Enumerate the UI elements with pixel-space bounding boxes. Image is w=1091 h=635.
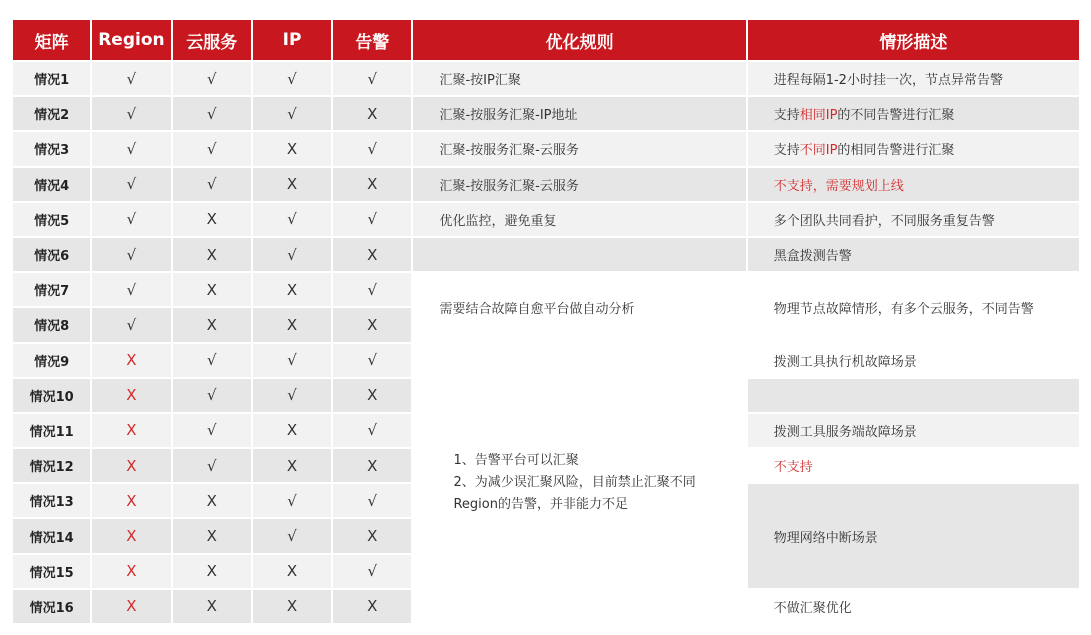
- alert-cell: √: [333, 555, 411, 588]
- row-name: 情况14: [13, 519, 90, 552]
- cloud-service-cell: √: [173, 132, 251, 165]
- region-cell: √: [92, 97, 170, 130]
- description-cell: 不做汇聚优化: [748, 590, 1079, 623]
- description-cell: [748, 97, 1079, 130]
- ip-cell: √: [253, 238, 331, 271]
- alert-cell: X: [333, 238, 411, 271]
- desc-text: 的不同告警进行汇聚: [837, 108, 955, 124]
- desc-text: 支持: [773, 108, 800, 124]
- ip-cell: X: [253, 132, 331, 165]
- header-alert: 告警: [333, 20, 411, 60]
- row-name: 情况16: [13, 590, 90, 623]
- cloud-service-cell: X: [173, 555, 251, 588]
- description-cell: 黑盒拨测告警: [748, 238, 1079, 271]
- description-cell-merged: 物理节点故障情形，有多个云服务，不同告警: [748, 273, 1079, 341]
- cloud-service-cell: √: [173, 414, 251, 447]
- rule-cell: 汇聚-按服务汇聚-云服务: [413, 168, 745, 201]
- cloud-service-cell: √: [173, 97, 251, 130]
- cloud-service-cell: √: [173, 379, 251, 412]
- header-scenario-description: 情形描述: [748, 20, 1079, 60]
- row-name: 情况6: [13, 238, 90, 271]
- row-name: 情况11: [13, 414, 90, 447]
- header-row: [13, 20, 1079, 60]
- description-cell: [748, 132, 1079, 165]
- region-cell: X: [92, 519, 170, 552]
- rule-cell: 汇聚-按IP汇聚: [413, 62, 745, 95]
- alert-cell: X: [333, 97, 411, 130]
- rule-cell-merged: [413, 344, 745, 624]
- row-name: 情况10: [13, 379, 90, 412]
- ip-cell: √: [253, 203, 331, 236]
- description-cell: 多个团队共同看护，不同服务重复告警: [748, 203, 1079, 236]
- rule-cell-merged: 需要结合故障自愈平台做自动分析: [413, 273, 745, 341]
- table-row: [13, 168, 1079, 201]
- rule-line: 2、为减少误汇聚风险，目前禁止汇聚不同: [453, 475, 696, 491]
- alert-cell: X: [333, 168, 411, 201]
- table-row: [13, 238, 1079, 271]
- alert-cell: X: [333, 449, 411, 482]
- row-name: 情况8: [13, 308, 90, 341]
- ip-cell: X: [253, 555, 331, 588]
- region-cell: √: [92, 238, 170, 271]
- ip-cell: √: [253, 379, 331, 412]
- row-name: 情况15: [13, 555, 90, 588]
- alert-cell: X: [333, 379, 411, 412]
- ip-cell: X: [253, 168, 331, 201]
- alert-cell: √: [333, 132, 411, 165]
- region-cell: X: [92, 555, 170, 588]
- rule-line: Region的告警，并非能力不足: [453, 497, 628, 513]
- table-row: [13, 132, 1079, 165]
- cloud-service-cell: X: [173, 238, 251, 271]
- ip-cell: √: [253, 484, 331, 517]
- header-cloud-service: 云服务: [173, 20, 251, 60]
- description-cell: 不支持，需要规划上线: [748, 168, 1079, 201]
- ip-cell: X: [253, 308, 331, 341]
- alert-cell: √: [333, 273, 411, 306]
- table-row: [13, 62, 1079, 95]
- region-cell: X: [92, 484, 170, 517]
- cloud-service-cell: X: [173, 203, 251, 236]
- rule-line: 1、告警平台可以汇聚: [453, 453, 579, 469]
- alert-cell: X: [333, 308, 411, 341]
- cloud-service-cell: √: [173, 344, 251, 377]
- region-cell: X: [92, 344, 170, 377]
- region-cell: √: [92, 132, 170, 165]
- cloud-service-cell: √: [173, 168, 251, 201]
- highlight-text: 不同IP: [799, 143, 838, 159]
- cloud-service-cell: X: [173, 484, 251, 517]
- region-cell: X: [92, 414, 170, 447]
- row-name: 情况3: [13, 132, 90, 165]
- ip-cell: √: [253, 519, 331, 552]
- row-name: 情况4: [13, 168, 90, 201]
- cloud-service-cell: √: [173, 449, 251, 482]
- description-cell: 进程每隔1-2小时挂一次，节点异常告警: [748, 62, 1079, 95]
- ip-cell: √: [253, 62, 331, 95]
- alert-cell: √: [333, 484, 411, 517]
- row-name: 情况12: [13, 449, 90, 482]
- table-row: [13, 203, 1079, 236]
- row-name: 情况2: [13, 97, 90, 130]
- ip-cell: √: [253, 97, 331, 130]
- description-cell-merged: 物理网络中断场景: [748, 484, 1079, 588]
- cloud-service-cell: X: [173, 273, 251, 306]
- ip-cell: X: [253, 590, 331, 623]
- rule-cell: 优化监控，避免重复: [413, 203, 745, 236]
- header-matrix: 矩阵: [13, 20, 90, 60]
- cloud-service-cell: X: [173, 590, 251, 623]
- header-ip: IP: [253, 20, 331, 60]
- description-cell: 拨测工具执行机故障场景: [748, 344, 1079, 377]
- cloud-service-cell: X: [173, 519, 251, 552]
- ip-cell: X: [253, 449, 331, 482]
- alert-matrix-table: [11, 18, 1081, 625]
- ip-cell: X: [253, 414, 331, 447]
- alert-cell: X: [333, 519, 411, 552]
- alert-cell: √: [333, 414, 411, 447]
- table-row: [13, 97, 1079, 130]
- region-cell: X: [92, 590, 170, 623]
- region-cell: √: [92, 308, 170, 341]
- alert-cell: √: [333, 62, 411, 95]
- row-name: 情况7: [13, 273, 90, 306]
- ip-cell: √: [253, 344, 331, 377]
- highlight-text: 相同IP: [799, 108, 838, 124]
- description-cell: 拨测工具服务端故障场景: [748, 414, 1079, 447]
- region-cell: √: [92, 168, 170, 201]
- region-cell: √: [92, 273, 170, 306]
- row-name: 情况1: [13, 62, 90, 95]
- row-name: 情况9: [13, 344, 90, 377]
- alert-cell: √: [333, 344, 411, 377]
- ip-cell: X: [253, 273, 331, 306]
- header-region: Region: [92, 20, 170, 60]
- row-name: 情况13: [13, 484, 90, 517]
- rule-cell-empty: [413, 238, 745, 271]
- region-cell: X: [92, 449, 170, 482]
- desc-text: 支持: [773, 143, 800, 159]
- table-row: [13, 344, 1079, 377]
- cloud-service-cell: X: [173, 308, 251, 341]
- region-cell: X: [92, 379, 170, 412]
- row-name: 情况5: [13, 203, 90, 236]
- description-cell: 不支持: [748, 449, 1079, 482]
- rule-cell: 汇聚-按服务汇聚-云服务: [413, 132, 745, 165]
- table-row: [13, 273, 1079, 306]
- alert-cell: X: [333, 590, 411, 623]
- desc-text: 的相同告警进行汇聚: [837, 143, 955, 159]
- region-cell: √: [92, 62, 170, 95]
- rule-cell: 汇聚-按服务汇聚-IP地址: [413, 97, 745, 130]
- cloud-service-cell: √: [173, 62, 251, 95]
- region-cell: √: [92, 203, 170, 236]
- alert-cell: √: [333, 203, 411, 236]
- header-optimization-rule: 优化规则: [413, 20, 745, 60]
- description-cell-empty: [748, 379, 1079, 412]
